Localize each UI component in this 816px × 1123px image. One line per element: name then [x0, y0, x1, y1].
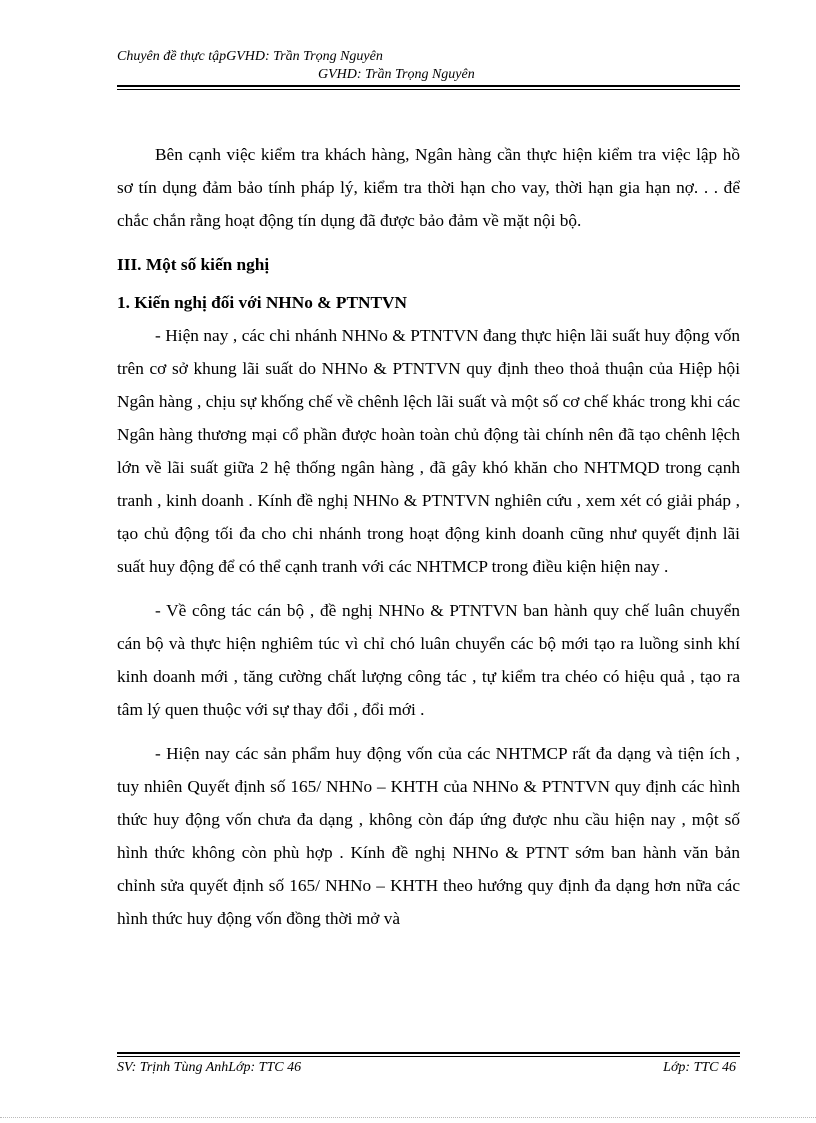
section-heading: III. Một số kiến nghị [117, 255, 270, 274]
header-line-1: Chuyên đề thực tậpGVHD: Trần Trọng Nguyên [117, 49, 383, 64]
footer-left: SV: Trịnh Tùng AnhLớp: TTC 46 [117, 1060, 302, 1075]
header-rule [117, 85, 740, 90]
header-line-2: GVHD: Trần Trọng Nguyên [318, 67, 475, 82]
page-bottom-dotted-line [0, 1117, 816, 1118]
paragraph-3: - Hiện nay các sản phẩm huy động vốn của các NHTMCP rất đa dạng và tiện ích , tuy nhiên Quyết định số 165/ NHNo – KHTH của NHNo & PTNTVN quy định các hình thức huy động vốn chưa đa dạng , không còn đáp ứng được nhu cầu hiện nay , một số hình thức không còn phù hợp . Kính đề nghị NHNo & PTNT sớm ban hành văn bản chỉnh sửa quyết định số 165/ NHNo – KHTH theo hướng quy định đa dạng hơn nữa các hình thức huy động vốn đồng thời mở và [117, 744, 740, 928]
page-footer [117, 1059, 740, 1077]
intro-paragraph: Bên cạnh việc kiểm tra khách hàng, Ngân hàng cần thực hiện kiểm tra việc lập hồ sơ tín dụng đảm bảo tính pháp lý, kiểm tra thời hạn cho vay, thời hạn gia hạn nợ. . . để chắc chắn rằng hoạt động tín dụng đã được bảo đảm về mặt nội bộ. [117, 145, 740, 230]
sub-heading: 1. Kiến nghị đối với NHNo & PTNTVN [117, 293, 407, 312]
footer-rule [117, 1052, 740, 1057]
document-body [117, 138, 740, 935]
footer-right: Lớp: TTC 46 [663, 1060, 736, 1075]
page-header [117, 48, 740, 84]
paragraph-2: - Về công tác cán bộ , đề nghị NHNo & PTNTVN ban hành quy chế luân chuyển cán bộ và thực hiện nghiêm túc vì chỉ chó luân chuyển các bộ mới tạo ra luồng sinh khí kinh doanh mới , tăng cường chất lượng công tác , tự kiểm tra chéo có hiệu quả , tạo ra tâm lý quen thuộc với sự thay đổi , đổi mới . [117, 601, 740, 719]
paragraph-1: - Hiện nay , các chi nhánh NHNo & PTNTVN đang thực hiện lãi suất huy động vốn trên cơ sở khung lãi suất do NHNo & PTNTVN quy định theo thoả thuận của Hiệp hội Ngân hàng , chịu sự khống chế về chênh lệch lãi suất và một số cơ chế khác trong khi các Ngân hàng thương mại cổ phần được hoàn toàn chủ động tài chính nên đã tạo chênh lệch lớn về lãi suất giữa 2 hệ thống ngân hàng , đã gây khó khăn cho NHTMQD trong cạnh tranh , kinh doanh . Kính đề nghị NHNo & PTNTVN nghiên cứu , xem xét có giải pháp , tạo chủ động tối đa cho chi nhánh trong hoạt động kinh doanh cũng như quyết định lãi suất huy động để có thể cạnh tranh với các NHTMCP trong điều kiện hiện nay . [117, 326, 740, 576]
